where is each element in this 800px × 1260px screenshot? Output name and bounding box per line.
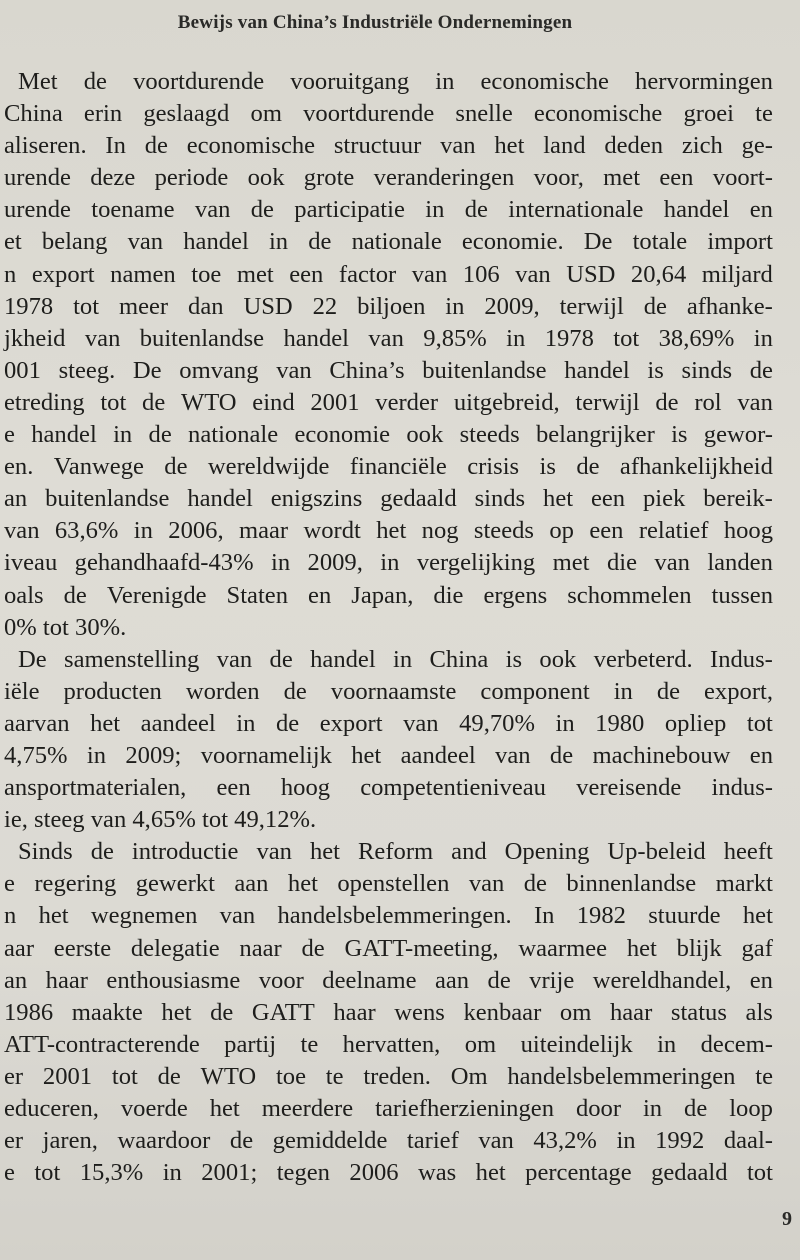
text-line: an buitenlandse handel enigszins gedaald sinds het een piek bereik- xyxy=(4,485,773,513)
text-line: en. Vanwege de wereldwijde financiële crisis is de afhankelijkheid xyxy=(4,453,773,481)
page-number: 9 xyxy=(782,1208,792,1230)
text-line: aar eerste delegatie naar de GATT-meeting, waarmee het blijk gaf xyxy=(4,934,773,962)
body-text xyxy=(0,66,800,1189)
text-line: jkheid van buitenlandse handel van 9,85% in 1978 tot 38,69% in xyxy=(4,324,773,352)
text-line: China erin geslaagd om voortdurende snelle economische groei te xyxy=(4,100,773,128)
text-line: ansportmaterialen, een hoog competentieniveau vereisende indus- xyxy=(4,774,773,802)
text-line: n export namen toe met een factor van 106 van USD 20,64 miljard xyxy=(4,260,773,288)
text-line: ATT-contracterende partij te hervatten, om uiteindelijk in decem- xyxy=(4,1030,773,1058)
text-line: oals de Verenigde Staten en Japan, die ergens schommelen tussen xyxy=(4,581,773,609)
text-line: Met de voortdurende vooruitgang in economische hervormingen xyxy=(18,68,773,95)
text-line: e regering gewerkt aan het openstellen van de binnenlandse markt xyxy=(4,870,773,898)
running-header: Bewijs van China’s Industriële Ondernemingen xyxy=(177,12,573,33)
text-line: aliseren. In de economische structuur van het land deden zich ge- xyxy=(4,132,773,160)
text-line: er jaren, waardoor de gemiddelde tarief van 43,2% in 1992 daal- xyxy=(4,1127,773,1155)
text-line: n het wegnemen van handelsbelemmeringen. In 1982 stuurde het xyxy=(4,902,773,930)
text-line: etreding tot de WTO eind 2001 verder uitgebreid, terwijl de rol van xyxy=(4,388,773,416)
text-line: iveau gehandhaafd-43% in 2009, in vergelijking met die van landen xyxy=(4,549,773,577)
text-line: urende deze periode ook grote veranderingen voor, met een voort- xyxy=(4,164,773,192)
text-line: er 2001 tot de WTO toe te treden. Om handelsbelemmeringen te xyxy=(4,1062,773,1090)
text-line: van 63,6% in 2006, maar wordt het nog steeds op een relatief hoog xyxy=(4,517,773,545)
text-line: 1986 maakte het de GATT haar wens kenbaar om haar status als xyxy=(4,998,773,1026)
text-line: urende toename van de participatie in de internationale handel en xyxy=(4,196,773,224)
text-line: et belang van handel in de nationale economie. De totale import xyxy=(4,228,773,256)
text-line: iële producten worden de voornaamste component in de export, xyxy=(4,677,773,705)
text-line: 4,75% in 2009; voornamelijk het aandeel van de machinebouw en xyxy=(4,741,773,769)
text-line: e handel in de nationale economie ook steeds belangrijker is gewor- xyxy=(4,421,773,449)
text-line: ie, steeg van 4,65% tot 49,12%. xyxy=(4,806,317,834)
text-line: De samenstelling van de handel in China is ook verbeterd. Indus- xyxy=(18,645,773,673)
text-line: educeren, voerde het meerdere tariefherzieningen door in de loop xyxy=(4,1095,773,1122)
text-line: aarvan het aandeel in de export van 49,70% in 1980 opliep tot xyxy=(4,709,773,737)
text-line: 1978 tot meer dan USD 22 biljoen in 2009, terwijl de afhanke- xyxy=(4,292,773,320)
text-line: an haar enthousiasme voor deelname aan de vrije wereldhandel, en xyxy=(4,966,773,994)
text-line: Sinds de introductie van het Reform and Opening Up-beleid heeft xyxy=(18,838,773,866)
text-line: 001 steeg. De omvang van China’s buitenlandse handel is sinds de xyxy=(4,356,773,384)
text-line: e tot 15,3% in 2001; tegen 2006 was het percentage gedaald tot xyxy=(4,1159,773,1187)
text-line: 0% tot 30%. xyxy=(4,613,127,641)
